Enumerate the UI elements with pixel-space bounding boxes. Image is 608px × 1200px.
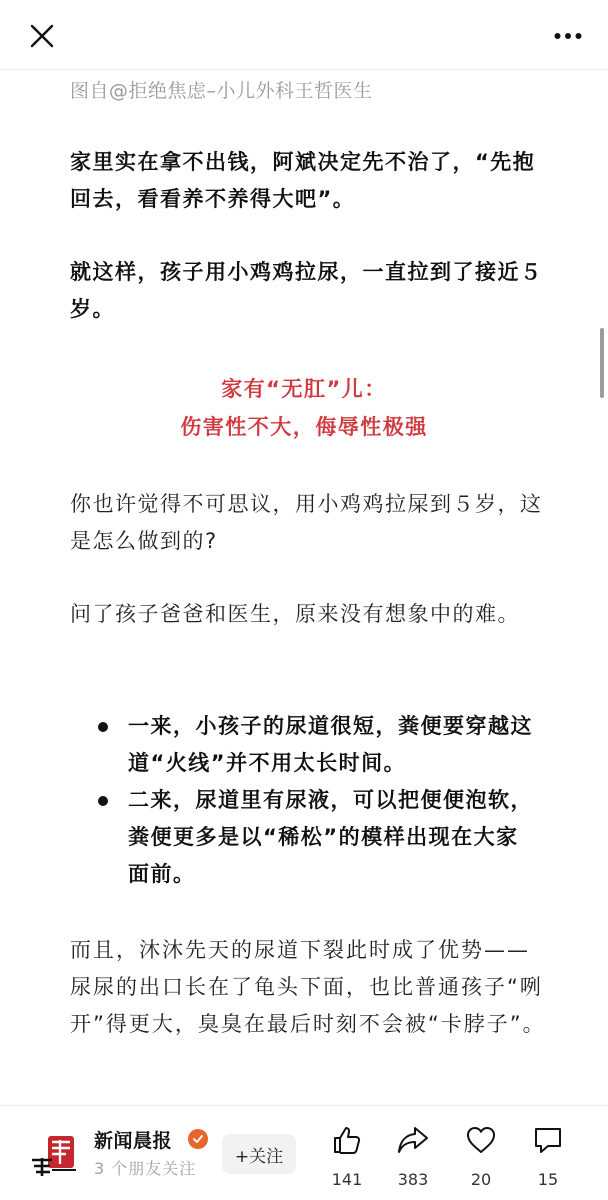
share-icon xyxy=(380,1122,446,1158)
top-bar xyxy=(0,0,608,70)
list-item xyxy=(96,782,536,893)
paragraph-6: 而且，沐沐先天的尿道下裂此时成了优势——尿尿的出口长在了龟头下面，也比普通孩子“咧开”得更大，臭臭在最后时刻不会被“卡脖子”。 xyxy=(70,938,546,1036)
section-heading-line-2: 伤害性不大，侮辱性极强 xyxy=(180,415,428,439)
comment-button[interactable] xyxy=(515,1118,581,1192)
verified-badge-icon xyxy=(188,1129,208,1149)
close-icon xyxy=(30,24,54,48)
account-logo-icon[interactable] xyxy=(30,1130,80,1180)
list-item xyxy=(96,708,536,782)
account-name[interactable]: 新闻晨报 xyxy=(94,1130,173,1152)
share-count: 383 xyxy=(397,1170,429,1189)
comment-icon xyxy=(515,1122,581,1158)
paragraph-5: 问了孩子爸爸和医生，原来没有想象中的难。 xyxy=(70,602,520,626)
scrollbar[interactable] xyxy=(600,328,604,398)
bullet-dot-icon xyxy=(98,796,108,806)
like-button[interactable] xyxy=(314,1118,380,1192)
paragraph-4: 你也许觉得不可思议，用小鸡鸡拉屎到５岁，这是怎么做到的? xyxy=(70,492,543,553)
paragraph-1: 家里实在拿不出钱，阿斌决定先不治了，“先抱回去，看看养不养得大吧”。 xyxy=(70,150,536,211)
share-button[interactable] xyxy=(380,1118,446,1192)
list-item-text: 一来，小孩子的尿道很短，粪便要穿越这道“火线”并不用太长时间。 xyxy=(128,714,533,775)
paragraph-2: 就这样，孩子用小鸡鸡拉尿，一直拉到了接近５岁。 xyxy=(70,260,543,321)
favorite-button[interactable] xyxy=(448,1118,514,1192)
followers-text: 3 个朋友关注 xyxy=(94,1159,197,1178)
close-button[interactable] xyxy=(22,16,62,56)
comment-count: 15 xyxy=(537,1170,559,1189)
section-heading xyxy=(0,370,608,446)
heart-icon xyxy=(448,1122,514,1158)
favorite-count: 20 xyxy=(470,1170,492,1189)
bullet-list xyxy=(96,708,536,893)
more-dots-icon xyxy=(554,32,582,40)
section-heading-line-1: 家有“无肛”儿： xyxy=(221,377,387,401)
thumbs-up-icon xyxy=(314,1122,380,1158)
image-caption: 图自@拒绝焦虑–小儿外科王哲医生 xyxy=(70,80,373,102)
bullet-dot-icon xyxy=(98,722,108,732)
list-item-text: 二来，尿道里有尿液，可以把便便泡软，粪便更多是以“稀松”的模样出现在大家面前。 xyxy=(128,788,533,886)
bottom-bar xyxy=(0,1105,608,1200)
like-count: 141 xyxy=(331,1170,363,1189)
follow-button[interactable]: +关注 xyxy=(222,1134,296,1174)
more-options-button[interactable] xyxy=(546,16,590,56)
article-body xyxy=(0,70,608,1105)
